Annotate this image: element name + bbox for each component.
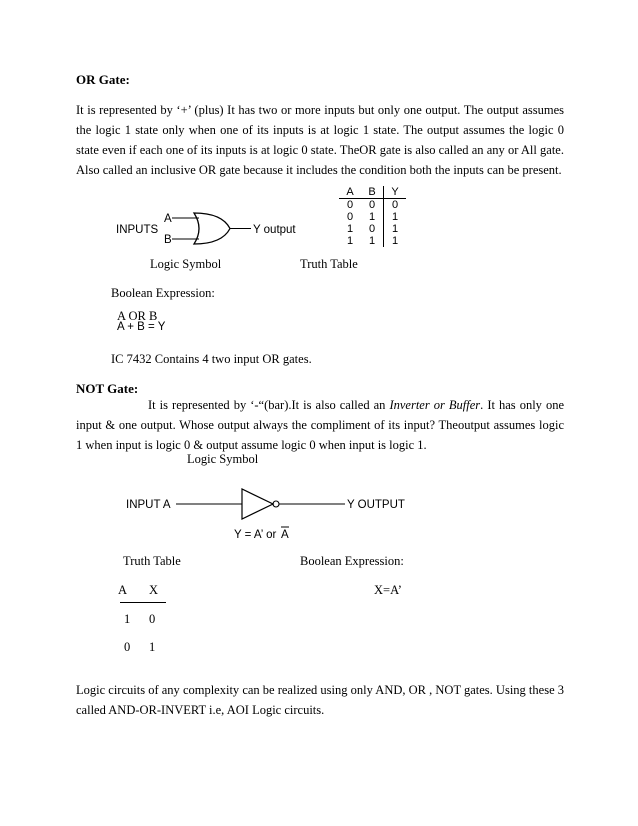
input-a-label: A	[164, 213, 172, 225]
table-row	[339, 211, 406, 223]
table-cell: 0	[346, 211, 354, 223]
not-gate-triangle	[242, 489, 273, 519]
or-gate-paragraph: It is represented by ‘+’ (plus) It has two or more inputs but only one output. The output assumes the logic 1 state only when one of its inputs is at logic 1 state. The output assumes the logic 0 state even if each one of its inputs is at logic 0 state. TheOR gate is also called an any or All gate. Also called an inclusive OR gate because it includes the condition both the inputs can be present.	[76, 103, 564, 177]
table-cell: 0	[346, 199, 354, 211]
not-formula-bar-a: A	[281, 529, 289, 541]
not-para-end: . It has only one	[480, 398, 565, 412]
table-cell: 0	[361, 223, 384, 235]
output-label: Y output	[253, 224, 296, 236]
or-truth-table	[339, 186, 406, 247]
or-gate-symbol-diagram	[112, 205, 312, 250]
table-cell: 1	[124, 612, 131, 626]
not-para-italic: Inverter or Buffer	[389, 398, 481, 412]
table-row	[339, 235, 406, 247]
or-truth-table-caption: Truth Table	[300, 257, 358, 271]
truth-table-header-row	[339, 186, 406, 199]
table-cell: 0	[149, 612, 156, 626]
output-label: Y OUTPUT	[347, 499, 405, 511]
or-ic-note: IC 7432 Contains 4 two input OR gates.	[111, 352, 312, 366]
table-cell: 0	[391, 199, 399, 211]
or-expression-formula: A + B = Y	[117, 321, 166, 333]
not-tt-header-x: X	[149, 583, 159, 597]
not-para-rest: input & one output. Whose output always the compliment of its input? Theoutput assumes logic 1 when input is logic 0 & output assume logic 0 when input is logic 1.	[76, 418, 564, 452]
not-tt-rule	[120, 602, 166, 603]
table-row	[339, 199, 406, 212]
not-tt-header-a: A	[118, 583, 128, 597]
not-boolean-label: Boolean Expression:	[300, 554, 404, 568]
or-gate-shape	[194, 213, 230, 244]
table-cell: 1	[361, 235, 384, 247]
header-cell: Y	[384, 186, 407, 199]
header-cell: B	[361, 186, 384, 199]
or-gate-heading: OR Gate:	[76, 72, 130, 87]
not-gate-symbol-diagram	[120, 484, 420, 544]
not-expression: X=A’	[374, 583, 402, 597]
or-boolean-label: Boolean Expression:	[111, 286, 215, 300]
table-cell: 1	[149, 640, 156, 654]
table-cell: 0	[124, 640, 131, 654]
table-cell: 1	[391, 223, 399, 235]
not-truth-table-caption: Truth Table	[123, 554, 181, 568]
or-logic-symbol-caption: Logic Symbol	[150, 257, 222, 271]
closing-paragraph: Logic circuits of any complexity can be realized using only AND, OR , NOT gates. Using these 3 called AND-OR-INVERT i.e, AOI Logic circuits.	[76, 683, 564, 717]
input-a-label: INPUT A	[126, 499, 171, 511]
not-gate-paragraph	[76, 395, 564, 455]
header-cell: A	[339, 186, 361, 199]
not-gate-heading: NOT Gate:	[76, 381, 139, 396]
inputs-label: INPUTS	[116, 224, 159, 236]
table-row	[339, 223, 406, 235]
table-cell: 1	[361, 211, 384, 223]
table-cell: 0	[361, 199, 384, 212]
not-para-start: It is represented by ‘-“(bar).It is also called an	[148, 398, 390, 412]
input-b-label: B	[164, 234, 172, 246]
table-cell: 1	[346, 235, 354, 247]
not-logic-symbol-caption: Logic Symbol	[187, 452, 259, 466]
not-formula-text: Y = A’ or	[234, 529, 277, 541]
table-cell: 1	[346, 223, 354, 235]
table-cell: 1	[391, 211, 399, 223]
or-expression-text: A OR B	[117, 309, 158, 323]
table-cell: 1	[391, 235, 399, 247]
